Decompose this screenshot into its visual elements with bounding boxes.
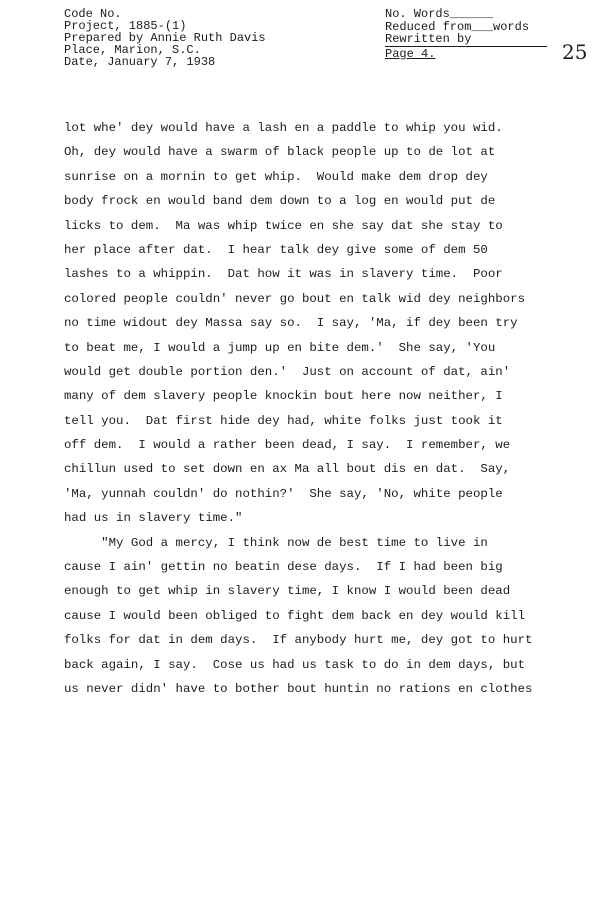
text-line: Oh, dey would have a swarm of black people up to de lot at <box>64 145 496 160</box>
text-line: tell you. Dat first hide dey had, white folks just took it <box>64 413 503 428</box>
text-line: back again, I say. Cose us had us task to do in dem days, but <box>64 657 526 672</box>
date: Date, January 7, 1938 <box>64 55 216 69</box>
document-header-info <box>64 8 266 68</box>
text-line: had us in slavery time." <box>64 511 243 526</box>
text-line: to beat me, I would a jump up en bite dem.' She say, 'You <box>64 340 496 355</box>
reduced-from-blank: ___ <box>471 19 494 34</box>
text-line: many of dem slavery people knockin bout here now neither, I <box>64 389 503 404</box>
text-line: lot whe' dey would have a lash en a paddle to whip you wid. <box>64 121 503 135</box>
text-line: licks to dem. Ma was whip twice en she say dat she stay to <box>64 218 503 233</box>
place: Place, Marion, S.C. <box>64 43 201 57</box>
text-line: cause I would been obliged to fight dem back en dey would kill <box>64 608 526 623</box>
project-number: Project, 1885-(1) <box>64 19 187 33</box>
text-line: folks for dat in dem days. If anybody hurt me, dey got to hurt <box>64 633 533 648</box>
rewritten-by: Rewritten by <box>385 32 472 46</box>
text-line: sunrise on a mornin to get whip. Would make dem drop dey <box>64 169 488 184</box>
word-count-blank: ______ <box>449 7 494 21</box>
text-line: body frock en would band dem down to a log en would put de <box>64 194 496 209</box>
text-line: "My God a mercy, I think now de best time to live in <box>64 535 488 550</box>
page-indicator: Page 4. <box>385 46 547 61</box>
code-number: Code No. <box>64 7 122 21</box>
text-line: would get double portion den.' Just on account of dat, ain' <box>64 364 511 379</box>
page-indicator-line <box>385 46 547 61</box>
text-line: enough to get whip in slavery time, I know I would been dead <box>64 584 511 599</box>
document-header-counts <box>385 8 547 60</box>
text-line: 'Ma, yunnah couldn' do nothin?' She say, 'No, white people <box>64 486 503 501</box>
text-line: no time widout dey Massa say so. I say, 'Ma, if dey been try <box>64 316 518 331</box>
text-line: her place after dat. I hear talk dey give some of dem 50 <box>64 242 488 257</box>
page-number: 25 <box>562 40 588 64</box>
body-text <box>64 116 594 701</box>
prepared-by: Prepared by Annie Ruth Davis <box>64 31 266 45</box>
text-line: chillun used to set down en ax Ma all bout dis en dat. Say, <box>64 462 511 477</box>
text-line: us never didn' have to bother bout huntin no rations en clothes <box>64 681 533 696</box>
reduced-from-suffix: words <box>493 19 530 34</box>
text-line: off dem. I would a rather been dead, I say. I remember, we <box>64 438 511 453</box>
text-line: colored people couldn' never go bout en talk wid dey neighbors <box>64 291 526 306</box>
word-count-label: No. Words <box>385 7 450 21</box>
text-line: cause I ain' gettin no beatin dese days. If I had been big <box>64 560 503 575</box>
text-line: lashes to a whippin. Dat how it was in slavery time. Poor <box>64 267 503 282</box>
reduced-from-label: Reduced from <box>385 19 472 34</box>
